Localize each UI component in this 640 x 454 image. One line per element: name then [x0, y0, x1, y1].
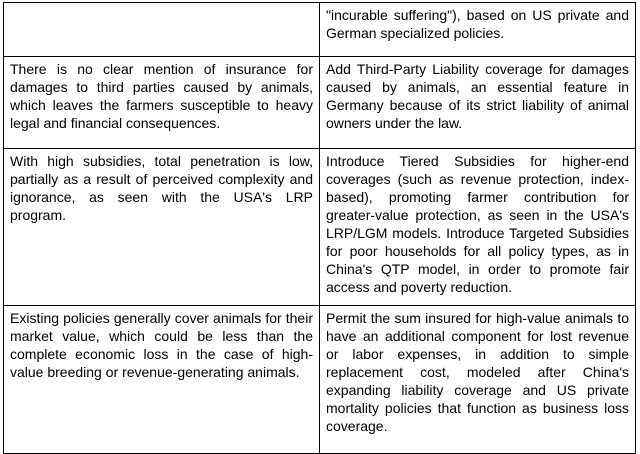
gap-recommendation-table: [3, 2, 636, 454]
table-row: [4, 306, 636, 454]
table-row: [4, 57, 636, 149]
issue-cell: [4, 149, 320, 306]
issue-text: Existing policies generally cover animals for their market value, which could be less than the complete economic loss in the case of high-value breeding or revenue-generating animals.: [10, 310, 313, 380]
recommendation-text: Introduce Tiered Subsidies for higher-end coverages (such as revenue protection, index-based), promoting farmer contribution for greater-value protection, as seen in the USA's LRP/LGM models. Introduce Targeted Subsidies for poor households for all policy types, as in China's QTP model, in order to promote fair access and poverty reduction.: [326, 153, 629, 295]
issue-cell: [4, 3, 320, 57]
issue-text: There is no clear mention of insurance for damages to third parties caused by animals, which leaves the farmers susceptible to heavy legal and financial consequences.: [10, 61, 313, 131]
issue-cell: [4, 57, 320, 149]
issue-text: With high subsidies, total penetration is low, partially as a result of perceived complexity and ignorance, as seen with the USA's LRP program.: [10, 153, 313, 223]
recommendation-cell: [320, 3, 636, 57]
issue-cell: [4, 306, 320, 454]
recommendation-text: Add Third-Party Liability coverage for damages caused by animals, an essential feature in Germany because of its strict liability of animal owners under the law.: [326, 61, 629, 131]
recommendation-text: Permit the sum insured for high-value animals to have an additional component for lost revenue or labor expenses, in addition to simple replacement cost, modeled after China's expanding liability coverage and US private mortality policies that function as business loss coverage.: [326, 310, 629, 434]
table-row: [4, 149, 636, 306]
recommendation-cell: [320, 306, 636, 454]
recommendation-text: "incurable suffering"), based on US private and German specialized policies.: [326, 7, 629, 41]
recommendation-cell: [320, 149, 636, 306]
recommendation-cell: [320, 57, 636, 149]
table-row: [4, 3, 636, 57]
